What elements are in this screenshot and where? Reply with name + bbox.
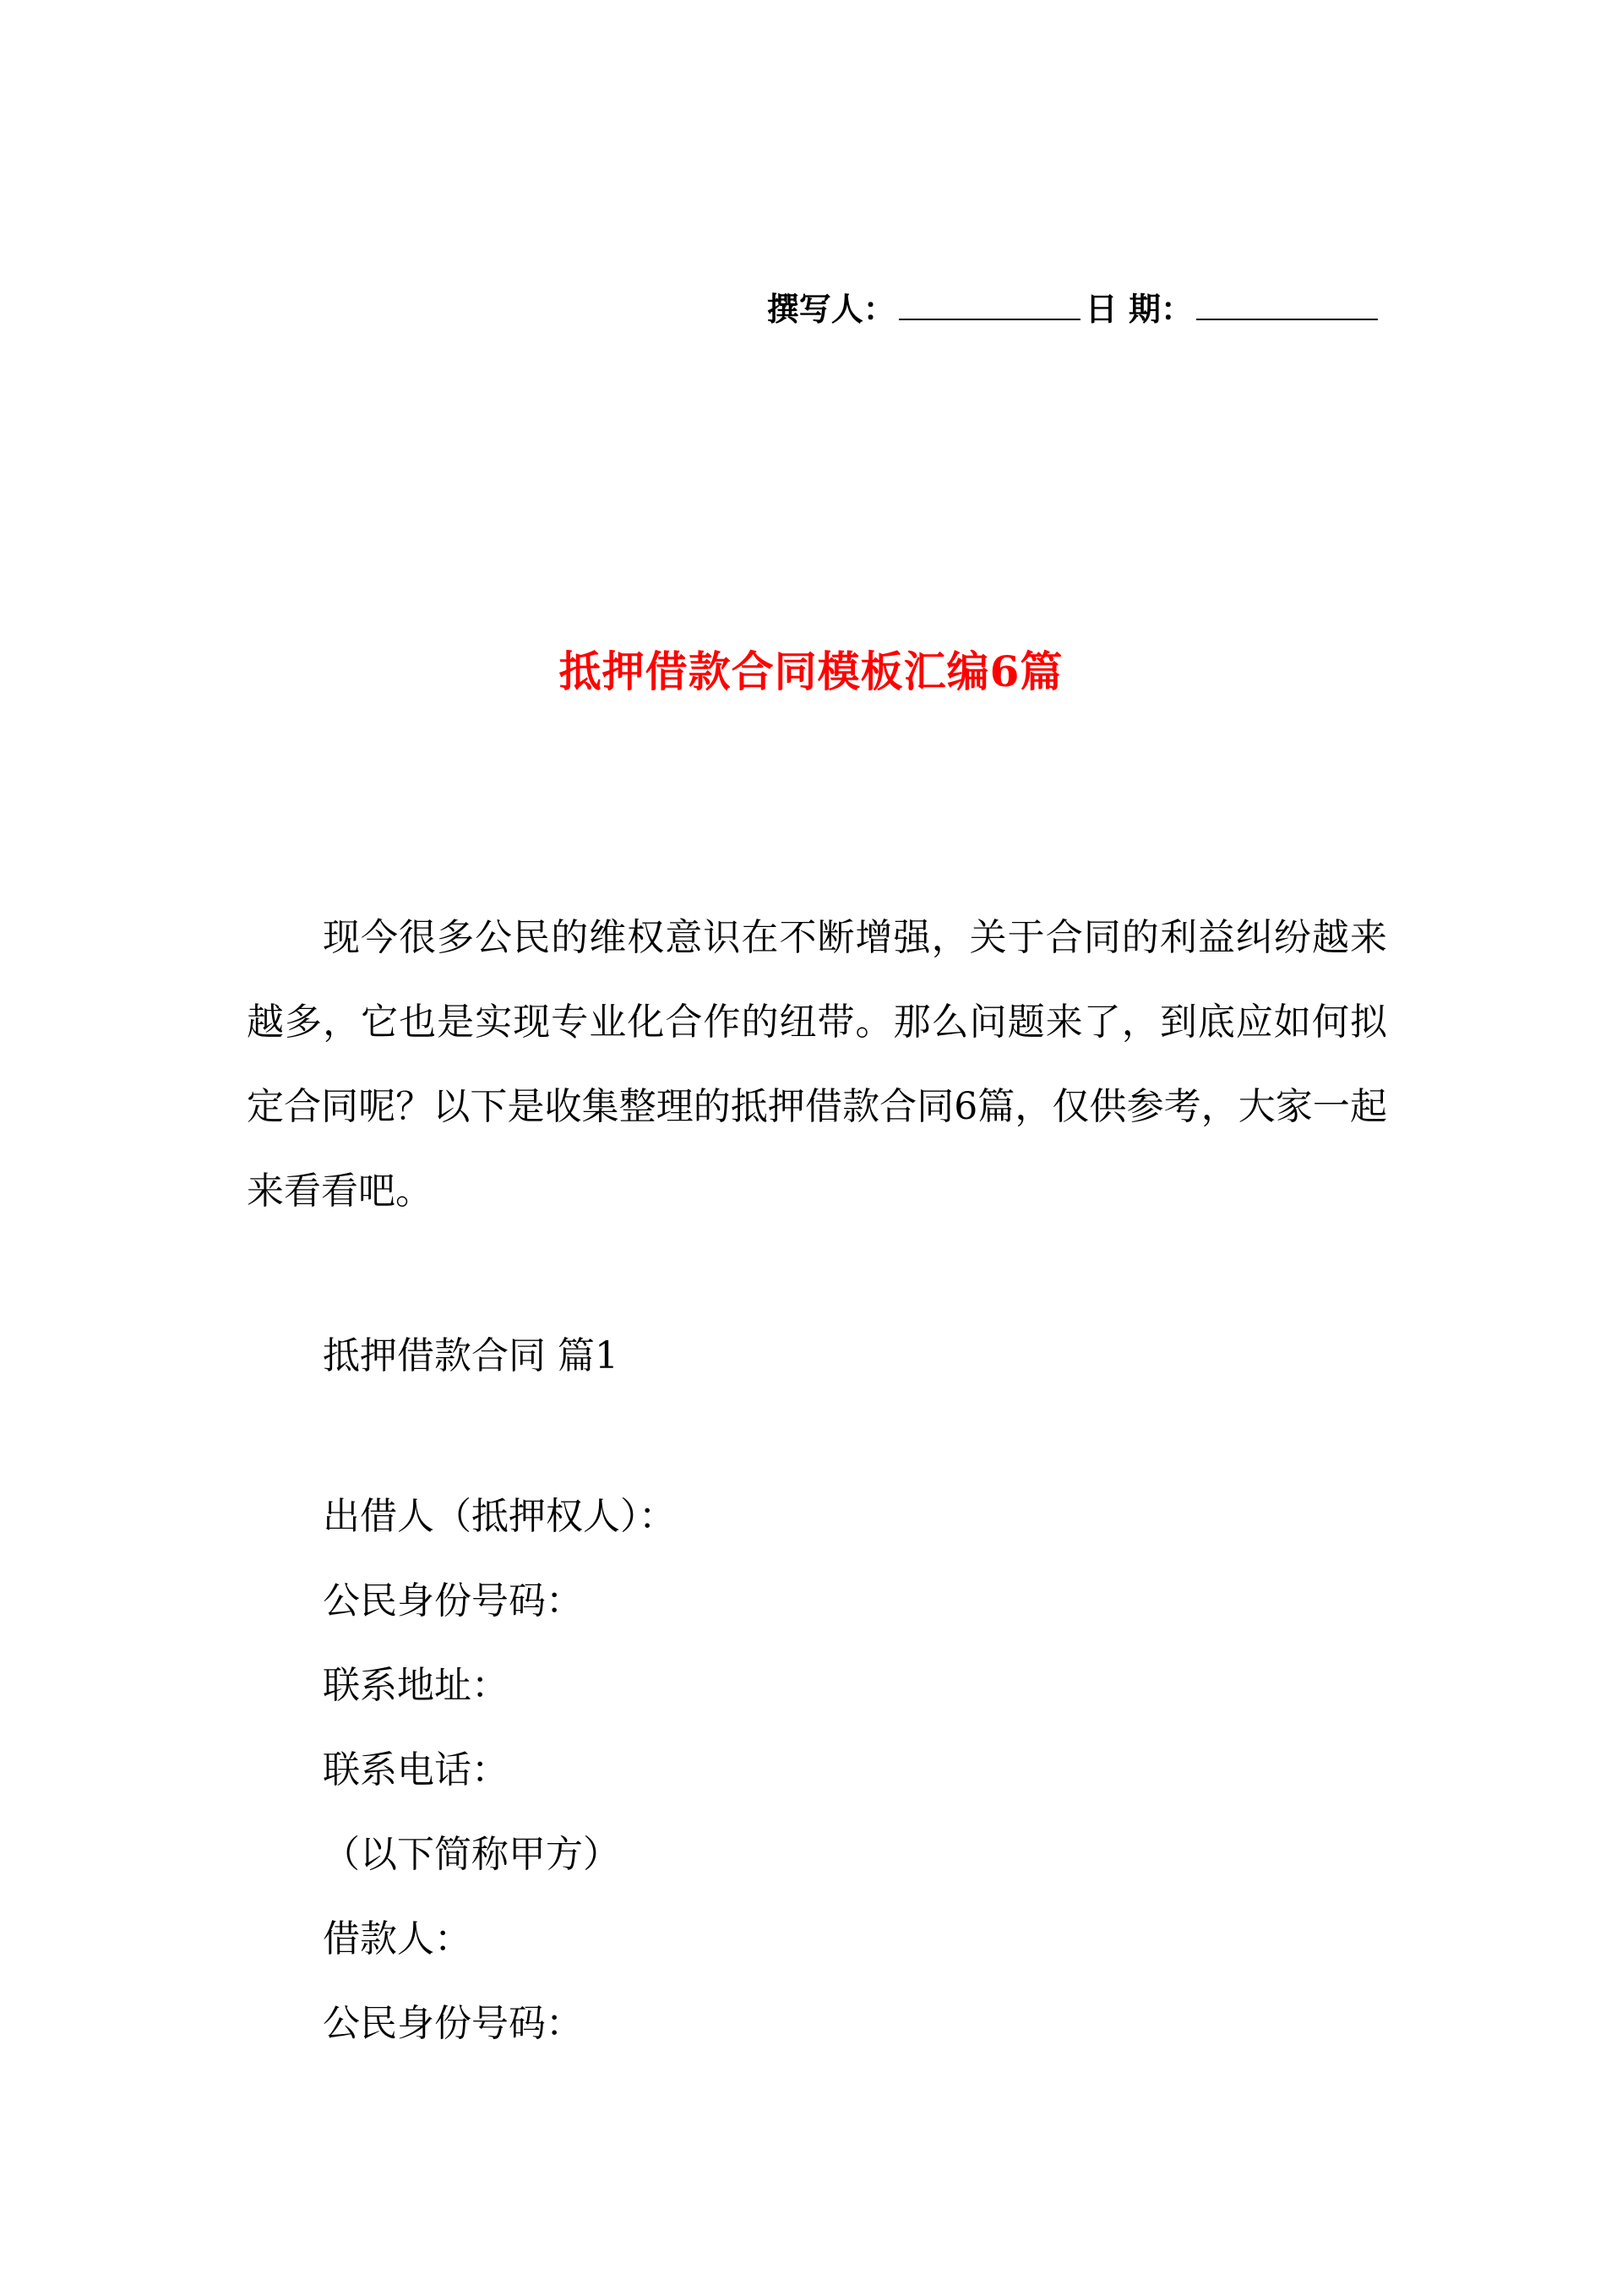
document-title: 抵押借款合同模板汇编6篇 [558, 646, 1064, 696]
field-lender-address: 联系地址： [323, 1664, 509, 1707]
intro-paragraph: 现今很多公民的维权意识在不断增强，关于合同的利益纠纷越来越多，它也是实现专业化合作的纽带。那么问题来了，到底应如何拟定合同呢？以下是收集整理的抵押借款合同6篇，仅供参考，大家一起来看看吧。 [247, 916, 1387, 1213]
date-label: 日 期： [1085, 290, 1193, 328]
author-blank-line [899, 293, 1080, 320]
date-blank-line [1196, 293, 1378, 320]
header-author-date [767, 283, 1383, 330]
author-label: 撰写人： [766, 290, 895, 328]
field-lender: 出借人（抵押权人）： [323, 1495, 676, 1538]
field-borrower-id: 公民身份号码： [323, 2002, 583, 2045]
section-heading: 抵押借款合同 篇1 [323, 1334, 618, 1377]
contract-fields [323, 1475, 676, 2066]
field-borrower: 借款人： [323, 1917, 471, 1961]
field-lender-phone: 联系电话： [323, 1748, 509, 1792]
field-party-a-note: （以下简称甲方） [323, 1833, 620, 1876]
field-lender-id: 公民身份号码： [323, 1579, 583, 1622]
